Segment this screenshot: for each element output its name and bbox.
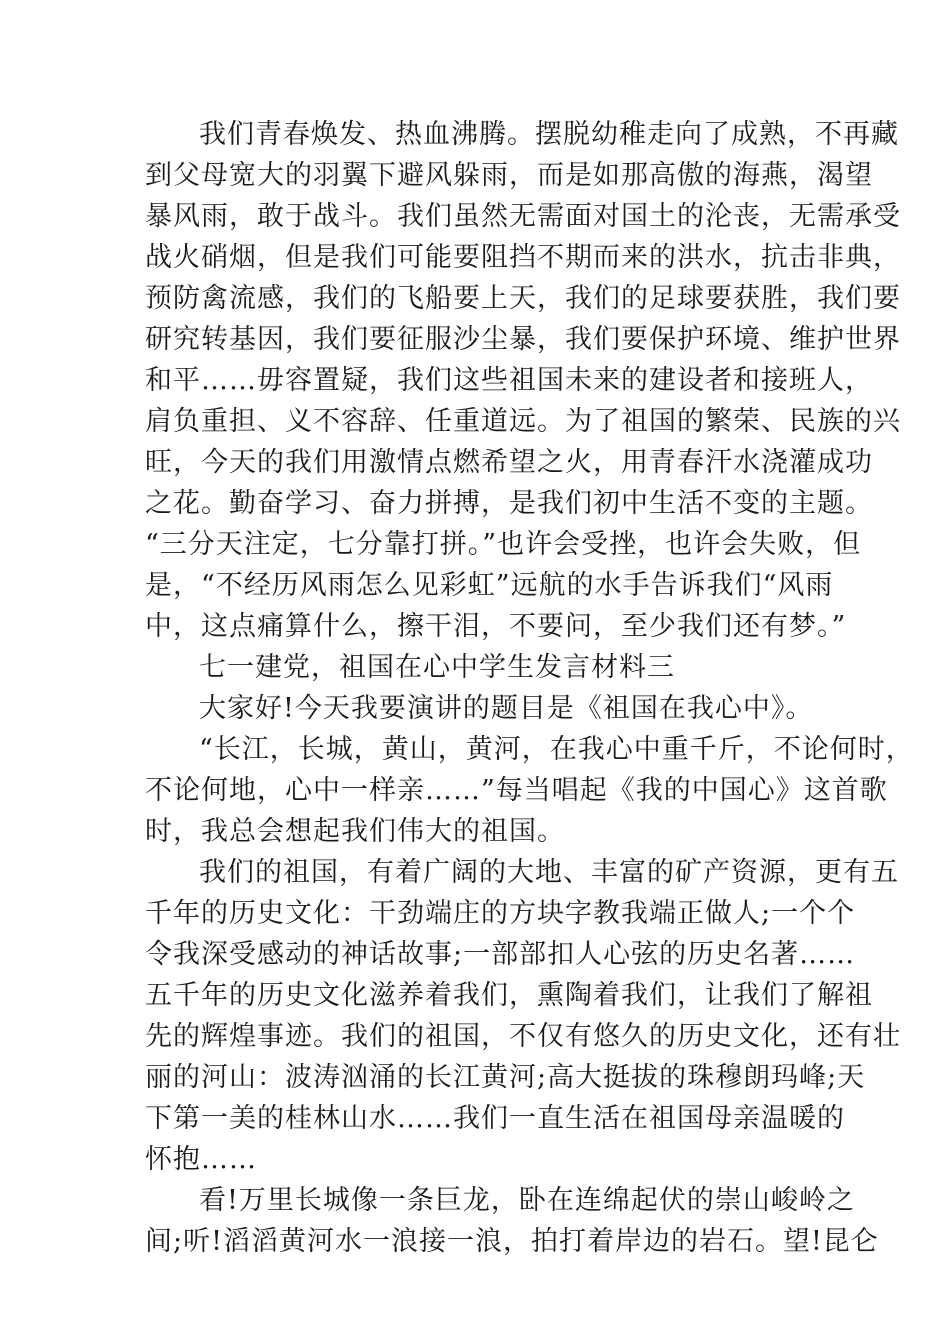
text-line: 大家好!今天我要演讲的题目是《祖国在我心中》。 — [199, 693, 814, 724]
text-line: 是，“不经历风雨怎么见彩虹”远航的水手告诉我们“风雨 — [145, 570, 834, 601]
text-line: 下第一美的桂林山水……我们一直生活在祖国母亲温暖的 — [145, 1103, 845, 1134]
text-line: 千年的历史文化：干劲端庄的方块字教我端正做人;一个个 — [145, 898, 856, 929]
text-line: 到父母宽大的羽翼下避风躲雨，而是如那高傲的海燕，渴望 — [145, 160, 873, 191]
text-line: 暴风雨，敢于战斗。我们虽然无需面对国土的沦丧，无需承受 — [145, 201, 901, 232]
text-line: “长江，长城，黄山，黄河，在我心中重千斤，不论何时， — [199, 734, 914, 765]
text-line: 令我深受感动的神话故事;一部部扣人心弦的历史名著…… — [145, 939, 856, 970]
document-body — [145, 114, 914, 1262]
text-line: 预防禽流感，我们的飞船要上天，我们的足球要获胜，我们要 — [145, 283, 901, 314]
text-line: 研究转基因，我们要征服沙尘暴，我们要保护环境、维护世界 — [145, 324, 901, 355]
text-line: 我们的祖国，有着广阔的大地、丰富的矿产资源，更有五 — [199, 857, 899, 888]
text-line: “三分天注定，七分靠打拼。”也许会受挫，也许会失败，但 — [145, 529, 862, 560]
text-line: 旺，今天的我们用激情点燃希望之火，用青春汗水浇灌成功 — [145, 447, 873, 478]
text-line: 战火硝烟，但是我们可能要阻挡不期而来的洪水，抗击非典， — [145, 242, 901, 273]
text-line: 我们青春焕发、热血沸腾。摆脱幼稚走向了成熟，不再藏 — [199, 119, 899, 150]
text-line: 丽的河山：波涛汹涌的长江黄河;高大挺拔的珠穆朗玛峰;天 — [145, 1062, 866, 1093]
text-line: 不论何地，心中一样亲……”每当唱起《我的中国心》这首歌 — [145, 775, 888, 806]
section-title: 七一建党，祖国在心中学生发言材料三 — [199, 652, 675, 683]
text-line: 中，这点痛算什么，擦干泪，不要问，至少我们还有梦。” — [145, 611, 847, 642]
text-line: 肩负重担、义不容辞、任重道远。为了祖国的繁荣、民族的兴 — [145, 406, 901, 437]
text-line: 先的辉煌事迹。我们的祖国，不仅有悠久的历史文化，还有壮 — [145, 1021, 901, 1052]
text-line: 之花。勤奋学习、奋力拼搏，是我们初中生活不变的主题。 — [145, 488, 873, 519]
text-line: 五千年的历史文化滋养着我们，熏陶着我们，让我们了解祖 — [145, 980, 873, 1011]
text-line: 看!万里长城像一条巨龙，卧在连绵起伏的崇山峻岭之 — [199, 1185, 855, 1216]
text-line: 和平……毋容置疑，我们这些祖国未来的建设者和接班人， — [145, 365, 873, 396]
text-line: 间;听!滔滔黄河水一浪接一浪，拍打着岸边的岩石。望!昆仑 — [145, 1226, 879, 1257]
text-line: 时，我总会想起我们伟大的祖国。 — [145, 816, 565, 847]
text-line: 怀抱…… — [145, 1144, 257, 1175]
